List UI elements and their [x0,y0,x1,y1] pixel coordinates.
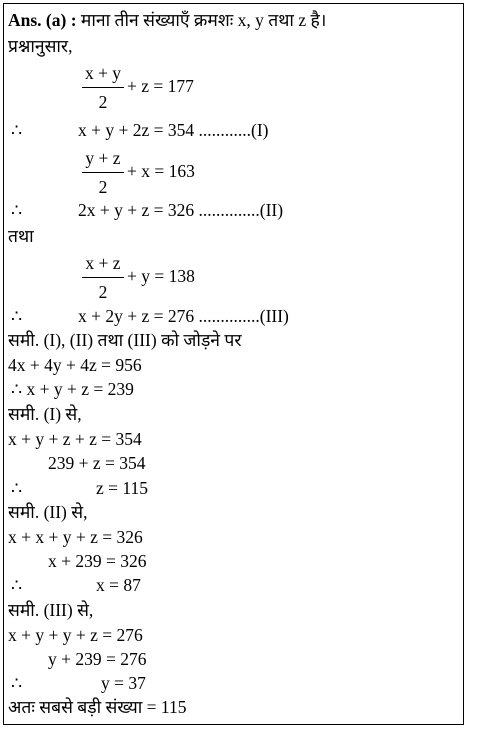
substitution-i-line-1: x + y + z + z = 354 [8,429,142,449]
equation-3-result: x + 2y + z = 276 ..............(III) [78,306,289,326]
therefore-symbol: ∴ [11,120,23,140]
substitution-iii-line-2: y + 239 = 276 [48,649,147,669]
therefore-symbol: ∴ [11,200,23,220]
equation-3-denominator: 2 [98,282,108,302]
equation-3-numerator: x + z [85,253,121,273]
answer-intro: माना तीन संख्याएँ क्रमशः x, y तथा z है। [80,10,327,30]
equation-1 [82,63,222,115]
therefore-symbol: ∴ [11,306,23,326]
sum-result: ∴ x + y + z = 239 [11,379,134,399]
equation-2 [82,148,222,200]
substitution-iii-line-1: x + y + y + z = 276 [8,625,143,645]
fraction-bar [82,87,124,88]
and-text: तथा [8,226,34,246]
substitution-ii-line-2: x + 239 = 326 [48,551,147,571]
equation-1-rest: + z = 177 [127,76,194,96]
fraction-bar [82,277,124,278]
equation-2-result: 2x + y + z = 326 ..............(II) [78,200,284,220]
fraction-bar [82,172,124,173]
sum-equation: 4x + 4y + 4z = 956 [8,355,142,375]
substitution-ii-line-1: x + x + y + z = 326 [8,527,143,547]
equation-1-result: x + y + 2z = 354 ............(I) [78,120,269,140]
substitution-i-line-2: 239 + z = 354 [48,453,146,473]
adding-text: समी. (I), (II) तथा (III) को जोड़ने पर [8,330,242,350]
answer-label: Ans. (a) : [8,10,77,30]
y-value: y = 37 [101,673,146,693]
z-value: z = 115 [96,478,148,498]
therefore-symbol: ∴ [11,673,23,693]
from-equation-iii: समी. (III) से, [8,600,94,620]
equation-1-numerator: x + y [84,63,122,83]
from-equation-ii: समी. (II) से, [8,502,88,522]
equation-3 [82,253,222,305]
therefore-symbol: ∴ [11,575,23,595]
equation-3-rest: + y = 138 [127,266,195,286]
therefore-symbol: ∴ [11,478,23,498]
conclusion-text: अतः सबसे बड़ी संख्या = 115 [8,697,187,717]
equation-1-denominator: 2 [98,92,108,112]
answer-line [8,10,326,30]
from-equation-i: समी. (I) से, [8,404,82,424]
equation-2-rest: + x = 163 [127,161,195,181]
equation-2-numerator: y + z [85,148,121,168]
x-value: x = 87 [96,575,141,595]
according-text: प्रश्नानुसार, [8,36,73,56]
equation-2-denominator: 2 [98,177,108,197]
